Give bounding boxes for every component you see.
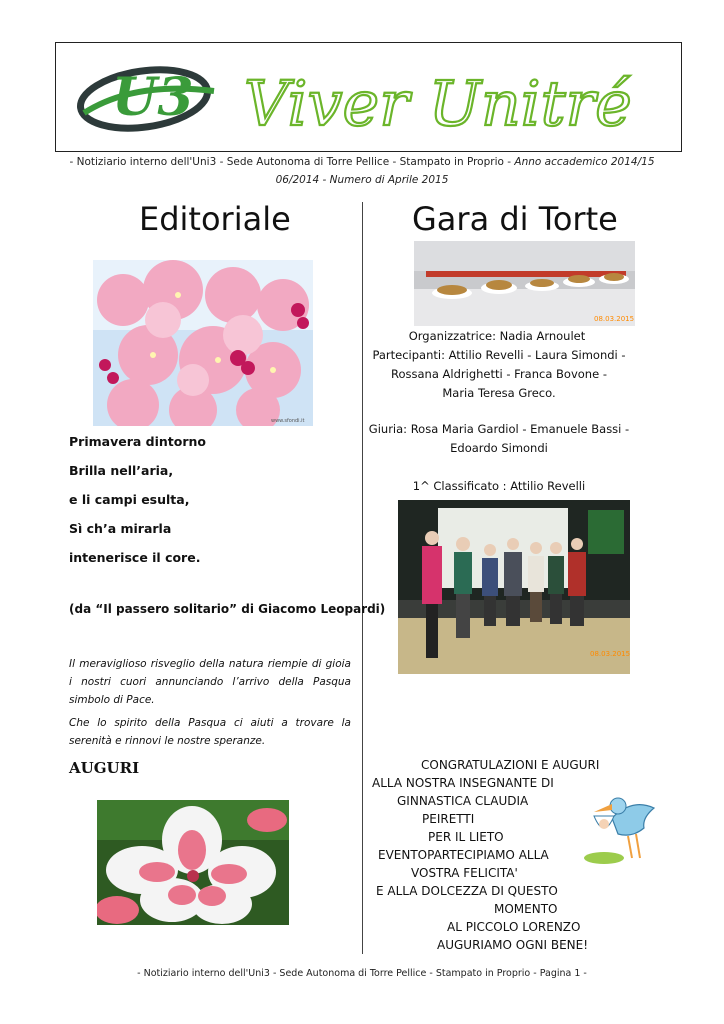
subheader-issue: 06/2014 - Numero di Aprile 2015	[275, 174, 449, 186]
editorial-paragraph-1: Il meraviglioso risveglio della natura riempie di gioia i nostri cuori annunciando l’arrivo della Pasqua simbolo di Pace.	[69, 658, 351, 706]
jury-line-1: Giuria: Rosa Maria Gardiol - Emanuele Bassi -	[368, 422, 630, 436]
photo-credit: www.sfondi.it	[271, 418, 305, 424]
cakes-table-photo	[414, 241, 635, 326]
congrats-line-9: MOMENTO	[494, 902, 558, 916]
poem-citation: (da “Il passero solitario” di Giacomo Leopardi)	[69, 602, 386, 616]
congrats-line-5: PER IL LIETO	[428, 830, 504, 844]
congrats-line-2: ALLA NOSTRA INSEGNANTE DI	[372, 776, 554, 790]
subheader-main: - Notiziario interno dell'Uni3 - Sede Autonoma di Torre Pellice - Stampato in Proprio -	[69, 156, 515, 168]
participants-line-2: Rossana Aldrighetti - Franca Bovone -	[391, 367, 607, 381]
page-footer: - Notiziario interno dell'Uni3 - Sede Autonoma di Torre Pellice - Stampato in Proprio - Pagina 1 -	[137, 968, 587, 979]
column-divider	[362, 202, 363, 954]
script-title	[236, 45, 676, 149]
poem-line-3: e li campi esulta,	[69, 492, 190, 507]
congrats-line-3: GINNASTICA CLAUDIA	[397, 794, 529, 808]
masthead-box	[55, 42, 682, 152]
photo2-date: 08.03.2015	[590, 650, 630, 658]
congrats-line-4: PEIRETTI	[422, 812, 475, 826]
photo1-date: 08.03.2015	[594, 315, 635, 323]
uni3-logo	[74, 51, 224, 141]
subheader-line1	[0, 156, 724, 168]
poem-line-4: Sì ch’a mirarla	[69, 521, 172, 536]
congrats-line-1: CONGRATULAZIONI E AUGURI	[421, 758, 600, 772]
congrats-line-10: AL PICCOLO LORENZO	[447, 920, 581, 934]
group-photo	[398, 500, 630, 674]
logo-u-letter: U3	[112, 67, 194, 128]
subheader-line2	[0, 174, 724, 186]
congrats-line-8: E ALLA DOLCEZZA DI QUESTO	[376, 884, 558, 898]
congrats-line-11: AUGURIAMO OGNI BENE!	[437, 938, 589, 952]
jury-line-2: Edoardo Simondi	[450, 441, 548, 455]
cherry-blossom-photo	[93, 260, 313, 426]
editoriale-heading: Editoriale	[139, 200, 291, 238]
script-title-text: Viver Unitré	[244, 67, 632, 140]
azalea-photo	[97, 800, 289, 925]
auguri-heading: AUGURI	[69, 759, 140, 777]
subheader-year: Anno accademico 2014/15	[514, 156, 655, 168]
winner-line: 1^ Classificato : Attilio Revelli	[412, 479, 586, 493]
poem-line-2: Brilla nell’aria,	[69, 463, 174, 478]
congrats-line-6: EVENTOPARTECIPIAMO ALLA	[378, 848, 549, 862]
participants-line-3: Maria Teresa Greco.	[442, 386, 556, 400]
congrats-line-7: VOSTRA FELICITA'	[411, 866, 518, 880]
stork-icon	[582, 788, 662, 868]
participants-line-1: Partecipanti: Attilio Revelli - Laura Simondi -	[372, 348, 626, 362]
organizer-line: Organizzatrice: Nadia Arnoulet	[408, 329, 586, 343]
editorial-paragraph-2: Che lo spirito della Pasqua ci aiuti a trovare la serenità e rinnovi le nostre speranze.	[69, 717, 351, 747]
poem-line-5: intenerisce il core.	[69, 550, 201, 565]
poem-line-1: Primavera dintorno	[69, 434, 206, 449]
gara-heading: Gara di Torte	[412, 200, 618, 238]
